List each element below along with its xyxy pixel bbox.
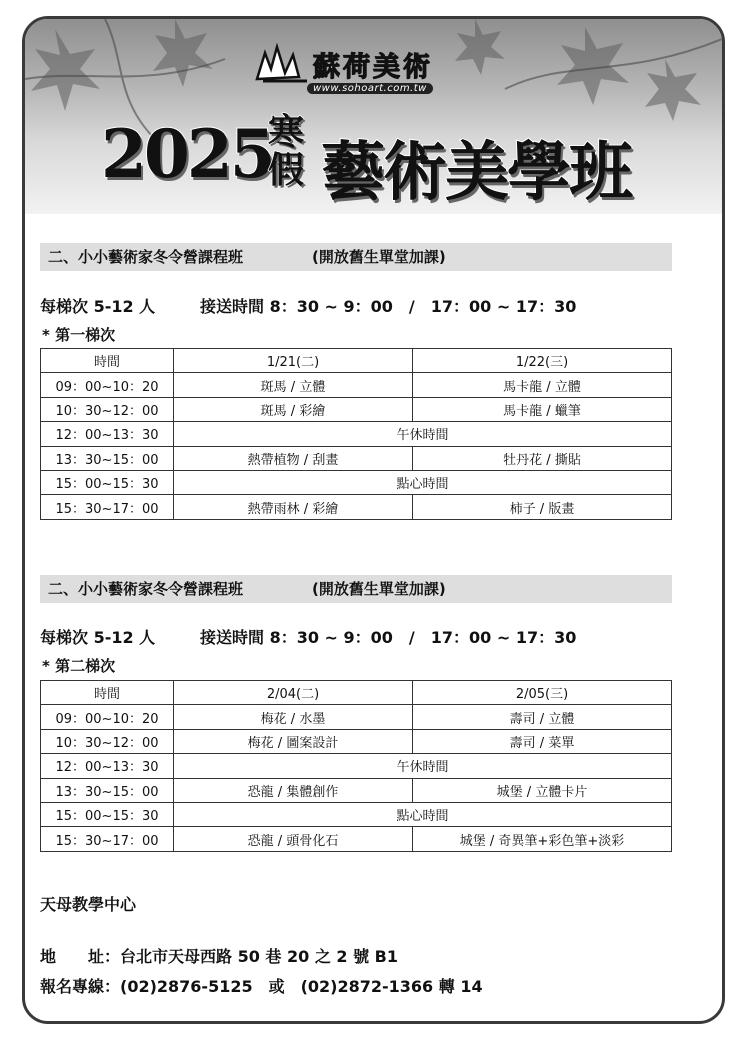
break-cell: 午休時間 [174,754,672,778]
time-cell: 09：00~10：20 [41,373,174,397]
time-cell: 10：30~12：00 [41,397,174,421]
brand-mark-icon [255,43,311,83]
section-note: (開放舊生單堂加課) [312,248,446,266]
headline-season-char: 假 [267,149,304,191]
time-cell: 09：00~10：20 [41,705,174,729]
header-banner [25,19,722,214]
class-cell: 壽司 / 菜單 [413,729,672,753]
shuttle-time-text: 接送時間 8：30 ~ 9：00 / 17：00 ~ 17：30 [200,297,577,316]
break-cell: 午休時間 [174,422,672,446]
time-cell: 15：00~15：30 [41,470,174,494]
class-cell: 梅花 / 水墨 [174,705,413,729]
schedule-table [40,348,672,520]
column-header: 1/21(二) [174,349,413,373]
class-cell: 斑馬 / 立體 [174,373,413,397]
class-cell: 馬卡龍 / 蠟筆 [413,397,672,421]
capacity-text: 每梯次 5-12 人 [40,297,156,316]
table-header-row [41,681,672,705]
column-header: 時間 [41,681,174,705]
break-cell: 點心時間 [174,802,672,826]
column-header: 2/05(三) [413,681,672,705]
table-row [41,495,672,519]
time-cell: 15：30~17：00 [41,827,174,851]
class-cell: 馬卡龍 / 立體 [413,373,672,397]
shuttle-time-text: 接送時間 8：30 ~ 9：00 / 17：00 ~ 17：30 [200,628,577,647]
time-cell: 13：30~15：00 [41,446,174,470]
class-cell: 城堡 / 立體卡片 [413,778,672,802]
phone-line: 報名專線：(02)2876-5125 或 (02)2872-1366 轉 14 [40,977,483,996]
class-cell: 熱帶植物 / 刮畫 [174,446,413,470]
time-cell: 10：30~12：00 [41,729,174,753]
time-cell: 15：00~15：30 [41,802,174,826]
class-cell: 牡丹花 / 撕貼 [413,446,672,470]
headline-title: 藝術美學班 [321,135,631,210]
capacity-text: 每梯次 5-12 人 [40,628,156,647]
center-name: 天母教學中心 [40,895,137,914]
class-cell: 城堡 / 奇異筆+彩色筆+淡彩 [413,827,672,851]
brand-logo [255,43,495,101]
table-header-row [41,349,672,373]
brand-url: www.sohoart.com.tw [307,83,433,94]
table-row [41,827,672,851]
brand-name: 蘇荷美術 [313,52,433,83]
batch-label: * 第一梯次 [42,326,116,344]
address-line: 地 址：台北市天母西路 50 巷 20 之 2 號 B1 [40,947,398,966]
column-header: 時間 [41,349,174,373]
session-info [40,625,577,648]
break-cell: 點心時間 [174,470,672,494]
contact-footer [40,892,483,996]
headline-year: 2025 [101,115,273,193]
column-header: 2/04(二) [174,681,413,705]
class-cell: 恐龍 / 頭骨化石 [174,827,413,851]
headline-season [263,113,309,189]
class-cell: 柿子 / 版畫 [413,495,672,519]
table-row [41,754,672,778]
table-row [41,802,672,826]
table-row [41,705,672,729]
table-row [41,729,672,753]
table-row [41,422,672,446]
table-row [41,373,672,397]
table-row [41,470,672,494]
class-cell: 壽司 / 立體 [413,705,672,729]
section-title: 二、小小藝術家冬令營課程班 [48,580,244,598]
class-cell: 熱帶雨林 / 彩繪 [174,495,413,519]
table-row [41,446,672,470]
class-cell: 恐龍 / 集體創作 [174,778,413,802]
column-header: 1/22(三) [413,349,672,373]
section-header [40,575,672,603]
section-title: 二、小小藝術家冬令營課程班 [48,248,244,266]
table-row [41,778,672,802]
batch-label: * 第二梯次 [42,657,116,675]
time-cell: 13：30~15：00 [41,778,174,802]
flyer-frame [22,16,725,1024]
time-cell: 12：00~13：30 [41,754,174,778]
section-header [40,243,672,271]
schedule-table [40,680,672,852]
time-cell: 15：30~17：00 [41,495,174,519]
class-cell: 梅花 / 圖案設計 [174,729,413,753]
class-cell: 斑馬 / 彩繪 [174,397,413,421]
session-info [40,294,577,317]
section-note: (開放舊生單堂加課) [312,580,446,598]
time-cell: 12：00~13：30 [41,422,174,446]
headline-season-char: 寒 [267,111,304,153]
table-row [41,397,672,421]
